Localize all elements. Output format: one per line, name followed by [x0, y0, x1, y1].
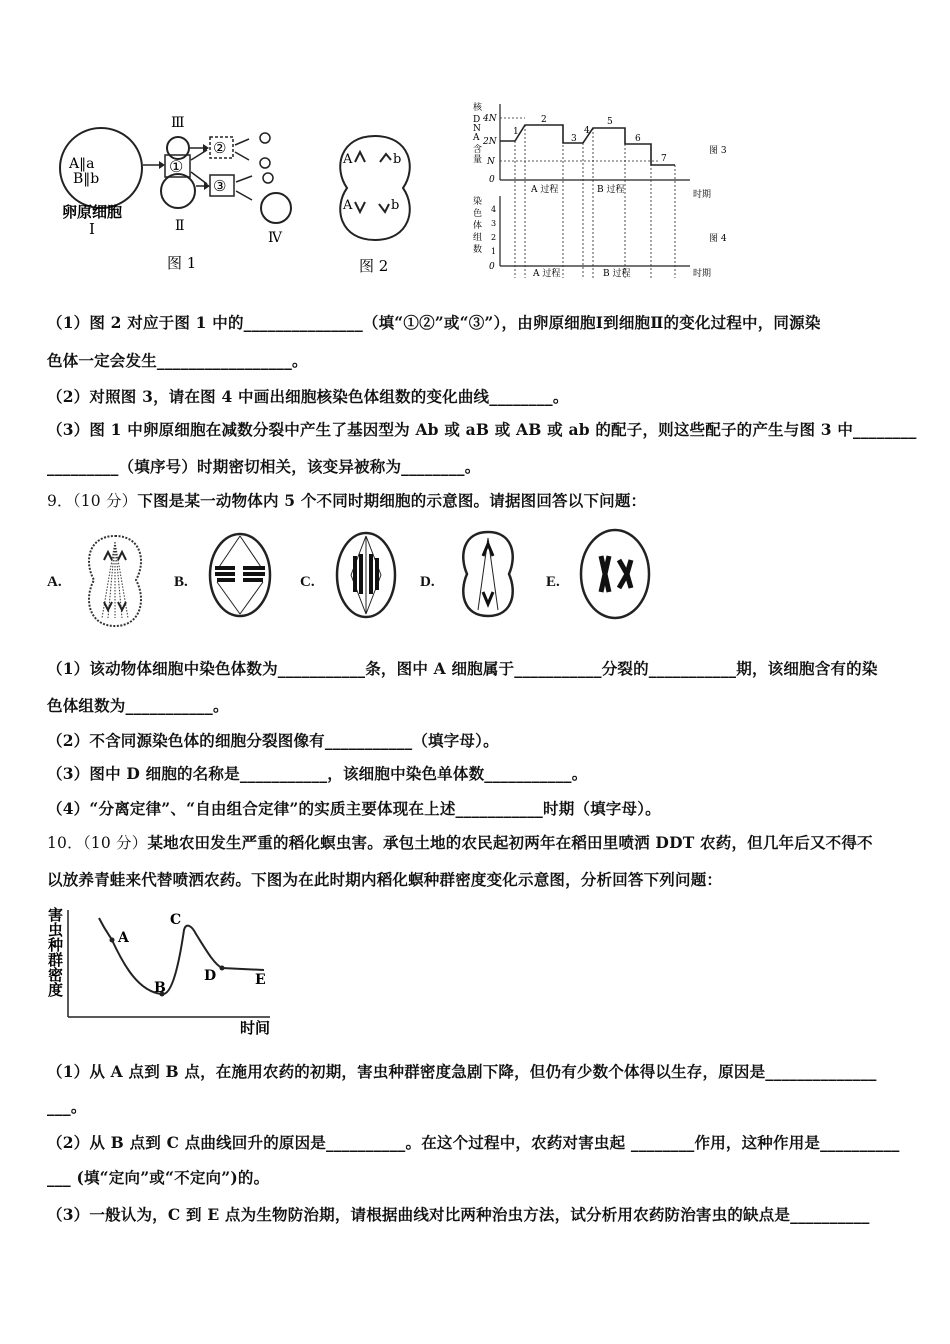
fig4-process-A: A 过程: [533, 269, 561, 279]
fig4-ytick: 4: [491, 205, 497, 214]
q10-stem-line1: [47, 831, 873, 853]
graph-ylabel-char: 虫: [48, 921, 64, 939]
cell-label-B: B.: [174, 574, 188, 590]
fig3-stage: 1: [513, 127, 519, 137]
q9-number: 9．（10 分）: [47, 492, 138, 510]
fig4-ytick: 2: [491, 233, 497, 242]
q9-part2: （2）不含同源染色体的细胞分裂图像有___________（填字母）。: [47, 731, 499, 750]
point-E: E: [255, 972, 266, 988]
cell-label-A: A.: [47, 574, 62, 590]
fig3-process-B: B 过程: [597, 185, 625, 195]
cell-C-drawing: [333, 530, 399, 620]
q10-stem-line2: 以放养青蛙来代替喷洒农药。下图为在此时期内稻化螟种群密度变化示意图，分析回答下列问题：: [47, 870, 723, 889]
fig2-top-right-gene: b: [393, 152, 402, 167]
graph-xlabel: 时间: [240, 1019, 271, 1037]
fig3-stage: 5: [607, 117, 613, 127]
cell-E-drawing: [577, 526, 657, 622]
cell-label-C: C.: [300, 574, 315, 590]
fig4-xlabel: 时期: [693, 269, 712, 279]
fig3-stage: 7: [661, 154, 667, 164]
fig3-ylabel-char: N: [473, 124, 481, 134]
fig3-ylabel-char: 量: [473, 155, 483, 165]
fig4-process-B: B 过程: [603, 269, 631, 279]
q10-stem-text: 某地农田发生严重的稻化螟虫害。承包土地的农民起初两年在稻田里喷洒 DDT 农药，但几年后又不得不: [147, 833, 873, 852]
graph-ylabel-char: 害: [48, 906, 64, 924]
q9-stem: [47, 489, 646, 511]
cell-D-drawing: [453, 528, 523, 620]
fig4-ylabel-char: 染: [473, 197, 483, 207]
numeral-II: Ⅱ: [175, 218, 185, 234]
q9-part1-line2: 色体组数为___________。: [47, 696, 229, 715]
q8-part3-line2: _________（填序号）时期密切相关，该变异被称为________。: [47, 457, 481, 476]
fig2-bottom-right-gene: b: [391, 198, 400, 213]
figure-2: [325, 130, 425, 280]
fig3-stage: 3: [571, 134, 577, 144]
fig3-ylabel-char: A: [473, 133, 480, 143]
fig3-ylabel-char: 含: [473, 145, 483, 155]
numeral-IV: Ⅳ: [268, 230, 282, 246]
q9-stem-text: 下图是某一动物体内 5 个不同时期细胞的示意图。请据图回答以下问题：: [137, 491, 647, 510]
q10-number: 10．（10 分）: [47, 834, 148, 852]
fig3-ytick: 0: [489, 175, 495, 185]
cell-A-drawing: [80, 532, 150, 632]
cell-I-genes-top: A‖a: [69, 156, 95, 172]
figure-2-caption: 图 2: [359, 257, 389, 275]
q10-part1-line2: ___。: [47, 1097, 87, 1116]
q8-part2: （2）对照图 3，请在图 4 中画出细胞核染色体组数的变化曲线________。: [47, 387, 569, 406]
q10-part2-line1: （2）从 B 点到 C 点曲线回升的原因是__________。在这个过程中，农药对害虫起 ________作用，这种作用是__________: [47, 1133, 900, 1152]
cell-label-E: E.: [546, 574, 560, 590]
cell-label-D: D.: [420, 574, 435, 590]
q9-part4: （4）“分离定律”、“自由组合定律”的实质主要体现在上述___________时期（填字母）。: [47, 799, 661, 818]
q10-part3: （3）一般认为，C 到 E 点为生物防治期，请根据曲线对比两种治虫方法，试分析用农药防治害虫的缺点是__________: [47, 1205, 870, 1224]
fig4-caption: 图 4: [709, 234, 727, 244]
cell-I-genes-bottom: B‖b: [73, 171, 100, 187]
fig3-caption: 图 3: [709, 146, 727, 156]
cell-I-label: 卵原细胞: [62, 203, 123, 221]
figures-3-4: [465, 98, 735, 282]
fig3-xlabel: 时期: [693, 190, 712, 200]
fig2-top-left-gene: A: [343, 152, 353, 167]
fig3-ytick: N: [487, 157, 495, 167]
q9-part1-line1: （1）该动物体细胞中染色体数为___________条，图中 A 细胞属于___________分裂的___________期，该细胞含有的染: [47, 659, 878, 678]
cell-II: [161, 174, 195, 208]
point-D: D: [204, 968, 217, 984]
fig4-ylabel-char: 色: [473, 209, 483, 219]
fig3-ylabel-char: D: [473, 115, 481, 125]
fig3-ytick: 4N: [483, 114, 497, 124]
fig3-stage: 6: [635, 134, 641, 144]
point-B: B: [154, 980, 166, 996]
fig4-ytick: 0: [489, 262, 495, 272]
q8-part1-line2: 色体一定会发生_________________。: [47, 351, 308, 370]
q10-part1-line1: （1）从 A 点到 B 点，在施用农药的初期，害虫种群密度急剧下降，但仍有少数个体得以生存，原因是______________: [47, 1062, 877, 1081]
pest-density-graph: [44, 904, 284, 1040]
q9-part3: （3）图中 D 细胞的名称是___________，该细胞中染色单体数___________。: [47, 764, 588, 783]
fig4-ytick: 1: [491, 247, 497, 256]
fig3-stage: 4: [584, 126, 590, 136]
fig3-process-A: A 过程: [531, 185, 559, 195]
fig3-ylabel-char: 核: [473, 103, 483, 113]
cell-IV: [261, 193, 291, 223]
point-A: A: [118, 930, 129, 946]
fig4-ylabel-char: 体: [473, 221, 483, 231]
point-C: C: [170, 912, 182, 928]
step-1-label: ①: [169, 157, 184, 176]
step-3-label: ③: [213, 177, 227, 195]
fig2-bottom-left-gene: A: [343, 198, 353, 213]
cell-I-numeral: Ⅰ: [89, 220, 95, 238]
step-2-label: ②: [213, 139, 227, 157]
numeral-III: Ⅲ: [171, 115, 185, 131]
fig4-ylabel-char: 数: [473, 245, 483, 255]
q8-part3-line1: （3）图 1 中卵原细胞在减数分裂中产生了基因型为 Ab 或 aB 或 AB 或 ab 的配子，则这些配子的产生与图 3 中________: [47, 420, 917, 439]
q10-part2-line2: ___ (填“定向”或“不定向”)的。: [47, 1168, 270, 1187]
cell-B-drawing: [205, 530, 275, 620]
figure-1: [55, 108, 310, 278]
figure-1-caption: 图 1: [167, 254, 197, 272]
graph-ylabel-char: 群: [48, 951, 64, 969]
fig3-ytick: 2N: [483, 137, 497, 147]
graph-ylabel-char: 种: [48, 936, 64, 954]
fig3-stage: 2: [541, 115, 547, 125]
q8-part1-line1: （1）图 2 对应于图 1 中的_______________（填“①②”或“③”），由卵原细胞Ⅰ到细胞Ⅱ的变化过程中，同源染: [47, 313, 821, 332]
fig4-ylabel-char: 组: [473, 233, 483, 243]
fig4-ytick: 3: [491, 219, 497, 228]
graph-ylabel-char: 密: [48, 966, 64, 984]
graph-ylabel-char: 度: [48, 981, 64, 999]
